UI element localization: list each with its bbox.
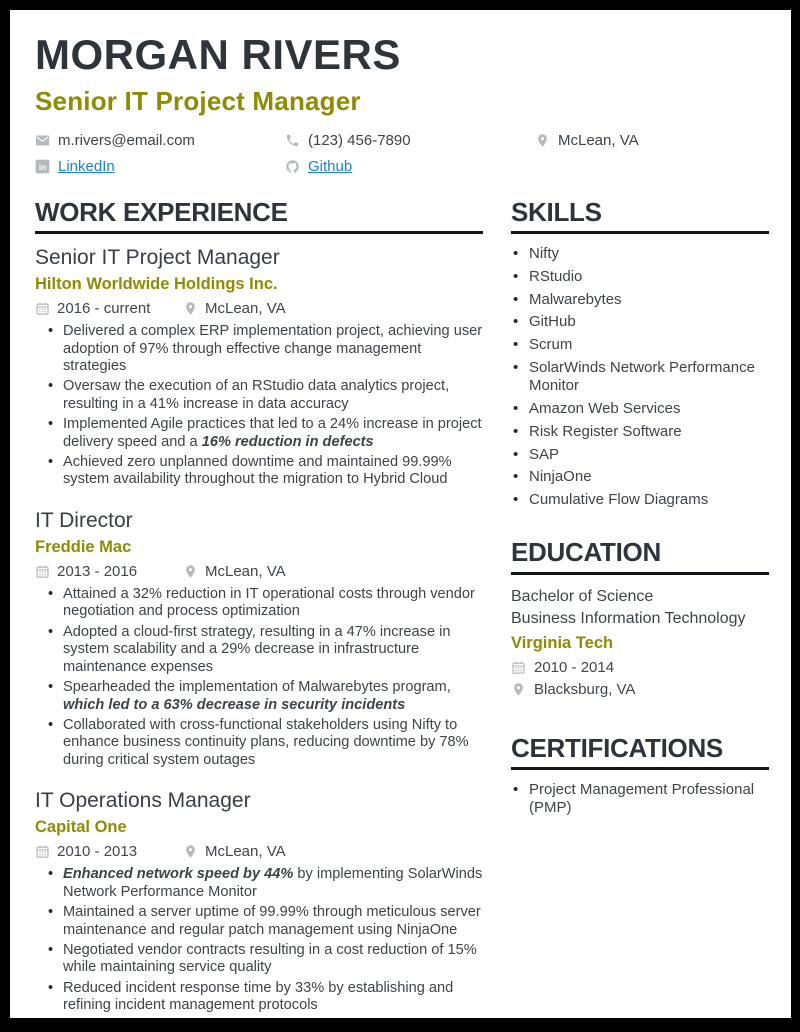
- education-school: Virginia Tech: [511, 633, 614, 652]
- job-dates-row: [35, 563, 183, 580]
- job-dates: 2016 - current: [57, 300, 151, 318]
- skills-list: [511, 245, 769, 510]
- bullet-item: • Enhanced network speed by 44% by implementing SolarWinds Network Performance Monitor: [35, 866, 483, 901]
- bullet-item: • Negotiated vendor contracts resulting in a cost reduction of 15% while maintaining service quality: [35, 942, 483, 977]
- calendar-icon: [35, 844, 50, 859]
- bullet-item: • Delivered a complex ERP implementation project, achieving user adoption of 97% through effective change management strategies: [35, 323, 483, 375]
- contact-location: [535, 132, 769, 149]
- job-location: McLean, VA: [205, 300, 286, 318]
- bullet-item: • Adopted a cloud-first strategy, resulting in a 47% increase in system scalability and a 29% decrease in infrastructure maintenance expenses: [35, 624, 483, 676]
- job-bullets: [35, 866, 483, 1014]
- skill-item: • GitHub: [511, 313, 769, 331]
- education-dates-row: [511, 659, 769, 676]
- job-dates-row: [35, 843, 183, 860]
- bullet-emphasis: which led to a 63% decrease in security incidents: [63, 696, 406, 713]
- job-dates: 2010 - 2013: [57, 843, 138, 861]
- phone-icon: [285, 133, 300, 148]
- contact-linkedin-text[interactable]: LinkedIn: [58, 157, 115, 175]
- svg-text:in: in: [38, 162, 47, 172]
- education-section: [511, 538, 769, 697]
- section-heading-certifications: CERTIFICATIONS: [511, 734, 769, 770]
- job-company: Capital One: [35, 818, 127, 837]
- job-dates: 2013 - 2016: [57, 563, 138, 581]
- right-column: [511, 198, 769, 1018]
- contact-email: [35, 132, 285, 149]
- section-heading-work-experience: WORK EXPERIENCE: [35, 198, 483, 234]
- job-company: Hilton Worldwide Holdings Inc.: [35, 275, 278, 294]
- calendar-icon: [511, 660, 526, 675]
- skill-item: • Risk Register Software: [511, 423, 769, 441]
- bullet-item: • Implemented Agile practices that led to a 24% increase in project delivery speed and a 16% reduction in defects: [35, 416, 483, 451]
- calendar-icon: [35, 564, 50, 579]
- location-icon: [183, 564, 198, 579]
- skill-item: • Cumulative Flow Diagrams: [511, 491, 769, 509]
- contact-github-text[interactable]: Github: [308, 157, 353, 175]
- location-icon: [511, 682, 526, 697]
- job-bullets: [35, 323, 483, 489]
- contact-phone: [285, 132, 535, 149]
- bullet-item: • Spearheaded the implementation of Malwarebytes program, which led to a 63% decrease in security incidents: [35, 679, 483, 714]
- job-entry: [35, 245, 483, 489]
- job-location-row: [183, 843, 286, 860]
- skill-item: • RStudio: [511, 268, 769, 286]
- bullet-item: • Reduced incident response time by 33% by establishing and refining incident management protocols: [35, 980, 483, 1015]
- contact-email-text: m.rivers@email.com: [58, 131, 195, 149]
- job-company: Freddie Mac: [35, 538, 132, 557]
- job-entry: [35, 788, 483, 1015]
- job-bullets: [35, 586, 483, 769]
- skill-item: • SolarWinds Network Performance Monitor: [511, 359, 769, 396]
- skill-item: • Amazon Web Services: [511, 400, 769, 418]
- github-icon: [285, 159, 300, 174]
- resume-header: [35, 31, 769, 175]
- location-icon: [535, 133, 550, 148]
- section-heading-education: EDUCATION: [511, 538, 769, 574]
- job-location: McLean, VA: [205, 563, 286, 581]
- education-dates: 2010 - 2014: [534, 658, 615, 676]
- resume-page: [10, 10, 791, 1018]
- education-degree: Bachelor of Science: [511, 587, 654, 605]
- skill-item: • NinjaOne: [511, 468, 769, 486]
- bullet-item: • Oversaw the execution of an RStudio data analytics project, resulting in a 41% increase in data accuracy: [35, 378, 483, 413]
- work-experience-section: [35, 198, 483, 1015]
- skill-item: • Nifty: [511, 245, 769, 263]
- left-column: [35, 198, 483, 1018]
- job-location-row: [183, 300, 286, 317]
- linkedin-icon: [35, 159, 50, 174]
- calendar-icon: [35, 301, 50, 316]
- skill-item: • SAP: [511, 446, 769, 464]
- location-icon: [183, 301, 198, 316]
- bullet-item: • Attained a 32% reduction in IT operational costs through vendor negotiation and process optimization: [35, 586, 483, 621]
- certification-item: • Project Management Professional (PMP): [511, 781, 769, 818]
- person-title: Senior IT Project Manager: [35, 85, 361, 116]
- job-meta: [35, 843, 483, 860]
- content-columns: [35, 198, 769, 1018]
- education-field: Business Information Technology: [511, 609, 746, 627]
- bullet-emphasis: Enhanced network speed by 44%: [63, 866, 294, 883]
- job-meta: [35, 563, 483, 580]
- email-icon: [35, 133, 50, 148]
- contact-phone-text: (123) 456-7890: [308, 131, 411, 149]
- job-meta: [35, 300, 483, 317]
- job-location: McLean, VA: [205, 843, 286, 861]
- person-name: MORGAN RIVERS: [35, 31, 401, 78]
- skills-section: [511, 198, 769, 510]
- education-location-row: [511, 681, 769, 698]
- bullet-emphasis: 16% reduction in defects: [201, 433, 374, 450]
- bullet-item: • Maintained a server uptime of 99.99% through meticulous server maintenance and regular patch management using NinjaOne: [35, 904, 483, 939]
- bullet-item: • Collaborated with cross-functional stakeholders using Nifty to enhance business continuity plans, reducing downtime by 78% during critical system outages: [35, 717, 483, 769]
- job-dates-row: [35, 300, 183, 317]
- section-heading-skills: SKILLS: [511, 198, 769, 234]
- education-location: Blacksburg, VA: [534, 680, 636, 698]
- job-title: IT Operations Manager: [35, 789, 251, 813]
- contact-github: [285, 158, 535, 175]
- job-list: [35, 245, 483, 1015]
- job-entry: [35, 508, 483, 769]
- certifications-list: [511, 781, 769, 818]
- location-icon: [183, 844, 198, 859]
- job-title: Senior IT Project Manager: [35, 245, 280, 269]
- contact-info: [35, 132, 769, 175]
- job-title: IT Director: [35, 508, 133, 532]
- skill-item: • Malwarebytes: [511, 291, 769, 309]
- contact-location-text: McLean, VA: [558, 131, 639, 149]
- skill-item: • Scrum: [511, 336, 769, 354]
- contact-linkedin: [35, 158, 285, 175]
- job-location-row: [183, 563, 286, 580]
- certifications-section: [511, 734, 769, 818]
- bullet-item: • Achieved zero unplanned downtime and maintained 99.99% system availability throughout the migration to Hybrid Cloud: [35, 454, 483, 489]
